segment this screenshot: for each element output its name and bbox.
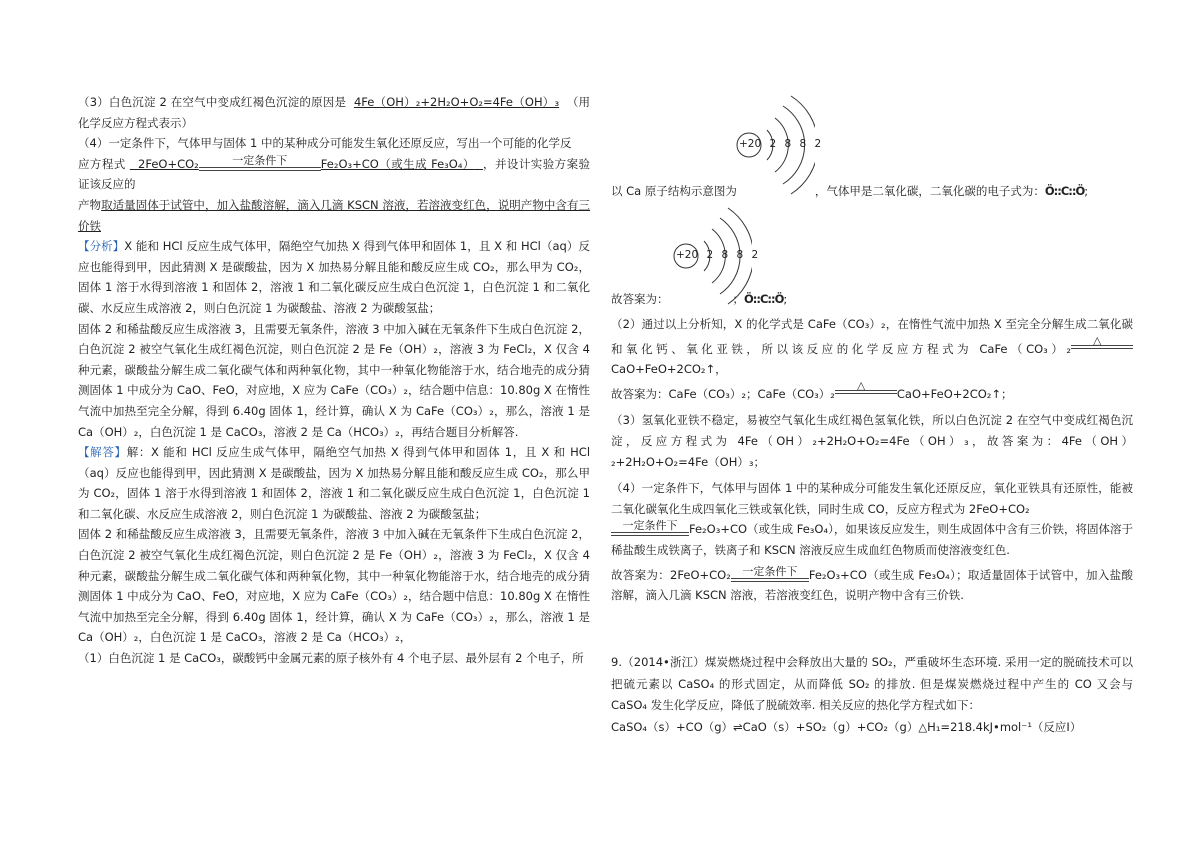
right-q4 bbox=[611, 478, 1133, 560]
question-9 bbox=[611, 652, 1133, 738]
right-answer-2 bbox=[611, 380, 1133, 405]
q3-suffix: （用化学反应方程式表示） bbox=[78, 95, 591, 130]
q4-suffix: ，并设计实验方案验证该反应的 bbox=[78, 156, 591, 192]
answer-2-text: 故答案为：CaFe（CO₃）₂；CaFe（CO₃）₂ bbox=[611, 386, 835, 401]
delta-2: △ bbox=[856, 378, 866, 392]
question-4 bbox=[78, 133, 590, 236]
right-q2 bbox=[611, 314, 1133, 380]
heat-arrow-1 bbox=[1071, 335, 1133, 353]
solution-3 bbox=[78, 648, 590, 669]
eq-line-2 bbox=[835, 390, 897, 394]
q3-answer: 4Fe（OH）₂+2H₂O+O₂=4Fe（OH）₃ bbox=[353, 95, 560, 109]
answer-4-cond-text: 一定条件下 bbox=[742, 564, 798, 578]
q2-text: （2）通过以上分析知，X 的化学式是 CaFe（CO₃）₂，在惰性气流中加热 X 至完全分解生成二氧化碳和氧化钙、氧化亚铁，所以该反应的化学反应方程式为 CaFe（CO₃）₂ bbox=[611, 317, 1133, 356]
question-3 bbox=[78, 92, 590, 133]
right-column bbox=[611, 314, 1133, 606]
ca-structure-prefix: 以 Ca 原子结构示意图为 bbox=[611, 184, 737, 198]
q4-cond-text: 一定条件下 bbox=[232, 153, 288, 167]
right-answer-4 bbox=[611, 565, 1133, 606]
q4-condition bbox=[199, 155, 321, 171]
atom-label-2: +20 2 8 8 2 bbox=[676, 249, 759, 261]
analysis-tag: 【分析】 bbox=[78, 239, 125, 254]
q4-prefix: 应方程式 bbox=[78, 156, 126, 171]
q4-text-a: （4）一定条件下，气体甲与固体 1 中的某种成分可能发生氧化还原反应，氧化亚铁具有还原性，能被二氧化碳氧化生成四氧化三铁或氧化铁，同时生成 CO，反应方程式为 2FeO+CO₂ bbox=[611, 481, 1133, 516]
analysis-2 bbox=[78, 319, 590, 443]
solution-text-3: （1）白色沉淀 1 是 CaCO₃，碳酸钙中金属元素的原子核外有 4 个电子层、最外层有 2 个电子，所 bbox=[78, 651, 584, 666]
answer-4-condition bbox=[731, 566, 809, 582]
answer-4-prefix: 故答案为：2FeO+CO₂ bbox=[611, 567, 731, 582]
delta-1: △ bbox=[1093, 333, 1102, 347]
solution-tag: 【解答】 bbox=[78, 445, 127, 460]
q4-equation bbox=[130, 153, 483, 171]
q4-product-label: 产物 bbox=[78, 197, 102, 212]
q3-text: （3）氢氧化亚铁不稳定，易被空气氧化生成红褐色氢氧化铁，所以白色沉淀 2 在空气中变成红褐色沉淀，反应方程式为 4Fe（OH）₂+2H₂O+O₂=4Fe（OH）₃，故答案为：4Fe（OH）₂+2H₂O+O₂=4Fe（OH）₃； bbox=[611, 413, 1133, 469]
q4-line1: （4）一定条件下，气体甲与固体 1 中的某种成分可能发生氧化还原反应，写出一个可能的化学反 bbox=[78, 136, 572, 151]
answer-4-eq bbox=[731, 578, 809, 582]
eq-line-1 bbox=[1071, 345, 1133, 349]
q4-product-answer: 取适量固体于试管中，加入盐酸溶解，滴入几滴 KSCN 溶液，若溶液变红色，说明产物中含有三价铁 bbox=[78, 197, 591, 233]
solution bbox=[78, 442, 590, 524]
co2-electron-formula-2: Ö::C::Ö bbox=[744, 292, 784, 306]
solution-text-2: 固体 2 和稀盐酸反应生成溶液 3，且需要无氧条件，溶液 3 中加入碱在无氧条件下生成白色沉淀 2，白色沉淀 2 被空气氧化生成红褐色沉淀，则白色沉淀 2 是 Fe（OH）₂，溶液 3 为 FeCl₂，X 仅含 4 种元素，碳酸盐分解生成二氧化碳气体和两种氧化物，其中一种氧化物能溶于水，结合地壳的成分猜测固体 1 中成分为 CaO、FeO，对应地，X 应为 CaFe（CO₃）₂，结合题中信息：10.80g X 在惰性气流中加热至完全分解，得到 6.40g 固体 1，经计算，确认 X 为 CaFe（CO₃）₂，那么，溶液 1 是 Ca（OH）₂，白色沉淀 1 是 CaCO₃，溶液 2 是 Ca（HCO₃）₂， bbox=[78, 527, 590, 645]
analysis-text-2: 固体 2 和稀盐酸反应生成溶液 3，且需要无氧条件，溶液 3 中加入碱在无氧条件下生成白色沉淀 2，白色沉淀 2 被空气氧化生成红褐色沉淀，则白色沉淀 2 是 Fe（OH）₂，溶液 3 为 FeCl₂，X 仅含 4 种元素，碳酸盐分解生成二氧化碳气体和两种氧化物，其中一种氧化物能溶于水，结合地壳的成分猜测固体 1 中成分为 CaO、FeO，对应地，X 应为 CaFe（CO₃）₂，结合题中信息：10.80g X 在惰性气流中加热至完全分解，得到 6.40g 固体 1，经计算，确认 X 为 CaFe（CO₃）₂，那么，溶液 1 是 Ca（OH）₂，白色沉淀 1 是 CaCO₃，溶液 2 是 Ca（HCO₃）₂，再结合题目分析解答. bbox=[78, 321, 590, 439]
q4-eq-right: Fe₂O₃+CO（或生成 Fe₃O₄） bbox=[320, 156, 475, 171]
q9-equation: CaSO₄（s）+CO（g）⇌CaO（s）+SO₂（g）+CO₂（g）△H₁=218.4kJ•mol⁻¹（反应Ⅰ） bbox=[611, 719, 1082, 734]
answer-1-line: 故答案为： ；Ö::C::Ö; bbox=[611, 292, 788, 306]
answer-1-prefix: 故答案为： bbox=[611, 292, 669, 306]
q4-cond-right-text: 一定条件下 bbox=[622, 519, 678, 533]
ca-structure-suffix: ，气体甲是二氧化碳，二氧化碳的电子式为： bbox=[814, 184, 1045, 198]
answer-2-products: CaO+FeO+2CO₂↑； bbox=[896, 386, 1013, 401]
solution-text: 解：X 能和 HCl 反应生成气体甲，隔绝空气加热 X 得到气体甲和固体 1，且 X 和 HCl（aq）反应也能得到甲，因此猜测 X 是碳酸盐，因为 X 加热易分解且能和酸反应生成 CO₂，那么甲为 CO₂，固体 1 溶于水得到溶液 1 和固体 2，溶液 1 和二氧化碳反应生成白色沉淀 1，白色沉淀 1 和二氧化碳、水反应生成溶液 2，则白色沉淀 1 为碳酸盐、溶液 2 为碳酸氢盐； bbox=[78, 445, 591, 521]
q4-eq-sign bbox=[199, 167, 321, 171]
q4-condition-right bbox=[611, 520, 689, 536]
right-q3 bbox=[611, 410, 1133, 472]
ca-structure-line: 以 Ca 原子结构示意图为 ，气体甲是二氧化碳，二氧化碳的电子式为：Ö::C::Ö; bbox=[611, 184, 1089, 198]
analysis bbox=[78, 236, 590, 318]
answer-4-text: Fe₂O₃+CO（或生成 Fe₃O₄）；取适量固体于试管中，加入盐酸溶解，滴入几滴 KSCN 溶液，若溶液变红色，说明产物中含有三价铁. bbox=[611, 567, 1133, 603]
q4-cond-right-eq bbox=[611, 532, 689, 536]
q3-prefix: （3）白色沉淀 2 在空气中变成红褐色沉淀的原因是 bbox=[78, 95, 347, 109]
answer-1-sep: ； bbox=[732, 292, 744, 306]
q9-stem: 9.（2014•浙江）煤炭燃烧过程中会释放出大量的 SO₂，严重破坏生态环境. 采用一定的脱硫技术可以把硫元素以 CaSO₄ 的形式固定，从而降低 SO₂ 的排放. 但是煤炭燃烧过程中产生的 CO 又会与 CaSO₄ 发生化学反应，降低了脱硫效率. 相关反应的热化学方程式如下： bbox=[611, 655, 1133, 712]
q4-eq-left: 2FeO+CO₂ bbox=[138, 156, 199, 171]
heat-arrow-2 bbox=[835, 380, 897, 398]
co2-electron-formula: Ö::C::Ö bbox=[1044, 184, 1085, 198]
analysis-text: X 能和 HCl 反应生成气体甲，隔绝空气加热 X 得到气体甲和固体 1，且 X 和 HCl（aq）反应也能得到甲，因此猜测 X 是碳酸盐，因为 X 加热易分解且能和酸反应生成 CO₂，那么甲为 CO₂，固体 1 溶于水得到溶液 1 和固体 2，溶液 1 和二氧化碳反应生成白色沉淀 1，白色沉淀 1 和二氧化碳、水反应生成溶液 2，则白色沉淀 1 为碳酸盐、溶液 2 为碳酸氢盐； bbox=[78, 239, 590, 315]
q2-products: CaO+FeO+2CO₂↑， bbox=[611, 362, 727, 377]
solution-2 bbox=[78, 524, 590, 648]
q4-text-b: Fe₂O₃+CO（或生成 Fe₃O₄），如果该反应发生，则生成固体中含有三价铁，将固体溶于稀盐酸生成铁离子，铁离子和 KSCN 溶液反应生成血红色物质而使溶液变红色. bbox=[611, 522, 1133, 557]
atom-label-1: +20 2 8 8 2 bbox=[739, 138, 822, 150]
left-column bbox=[78, 92, 590, 669]
